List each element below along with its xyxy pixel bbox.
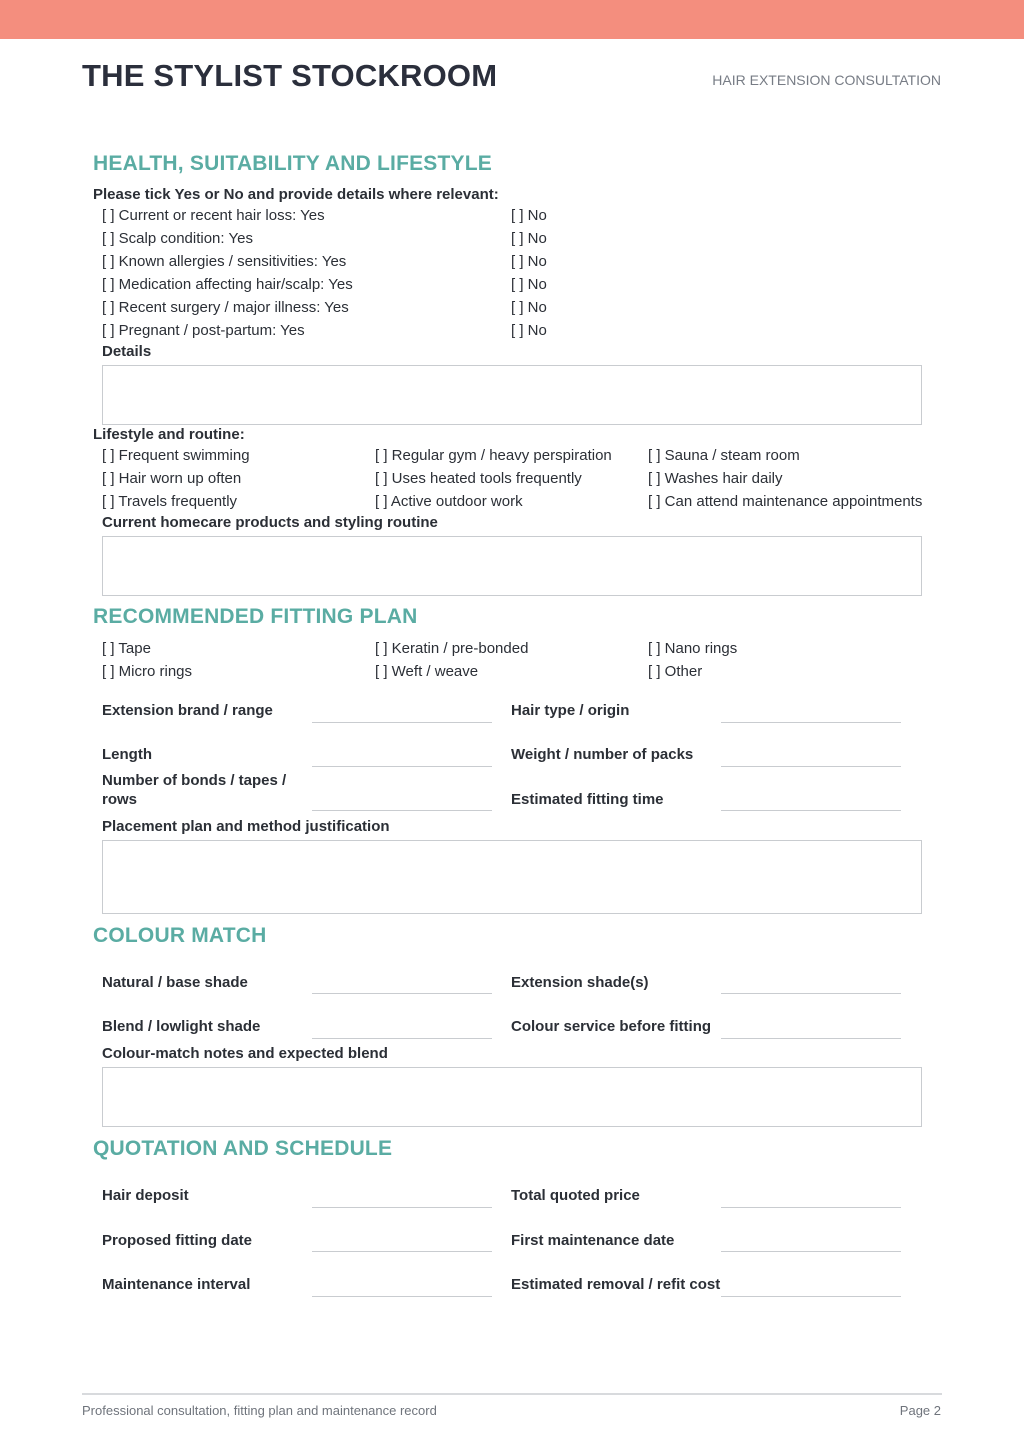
method-checkbox[interactable]: [ ] Other xyxy=(648,663,703,680)
colour-notes-label: Colour-match notes and expected blend xyxy=(102,1045,388,1062)
lifestyle-label: Lifestyle and routine: xyxy=(93,426,245,443)
field-label-base-shade: Natural / base shade xyxy=(102,974,248,991)
health-yes-checkbox[interactable]: [ ] Medication affecting hair/scalp: Yes xyxy=(102,276,353,293)
method-checkbox[interactable]: [ ] Keratin / pre-bonded xyxy=(375,640,529,657)
placement-label: Placement plan and method justification xyxy=(102,818,390,835)
field-label-removal-cost: Estimated removal / refit cost xyxy=(511,1276,721,1293)
footer-description: Professional consultation, fitting plan and maintenance record xyxy=(82,1403,437,1418)
method-checkbox[interactable]: [ ] Tape xyxy=(102,640,151,657)
brand-title: THE STYLIST STOCKROOM xyxy=(82,58,498,93)
health-no-checkbox[interactable]: [ ] No xyxy=(511,207,547,224)
field-label-weight: Weight / number of packs xyxy=(511,746,694,763)
field-label-brand: Extension brand / range xyxy=(102,702,273,719)
section-title-fitting: RECOMMENDED FITTING PLAN xyxy=(93,605,418,628)
field-label-deposit: Hair deposit xyxy=(102,1187,189,1204)
health-yes-checkbox[interactable]: [ ] Known allergies / sensitivities: Yes xyxy=(102,253,347,270)
health-no-checkbox[interactable]: [ ] No xyxy=(511,299,547,316)
field-label-interval: Maintenance interval xyxy=(102,1276,251,1293)
input-fitting-date[interactable] xyxy=(312,1251,492,1252)
input-interval[interactable] xyxy=(312,1296,492,1297)
input-fitting-time[interactable] xyxy=(721,810,901,811)
health-instruction: Please tick Yes or No and provide details where relevant: xyxy=(93,186,499,203)
page-number: Page 2 xyxy=(899,1403,941,1418)
health-no-checkbox[interactable]: [ ] No xyxy=(511,322,547,339)
lifestyle-checkbox[interactable]: [ ] Uses heated tools frequently xyxy=(375,470,582,487)
footer-divider xyxy=(82,1393,942,1395)
document-type: HAIR EXTENSION CONSULTATION xyxy=(712,72,941,88)
field-label-extension-shade: Extension shade(s) xyxy=(511,974,649,991)
health-yes-checkbox[interactable]: [ ] Recent surgery / major illness: Yes xyxy=(102,299,349,316)
health-no-checkbox[interactable]: [ ] No xyxy=(511,253,547,270)
input-colour-service[interactable] xyxy=(721,1038,901,1039)
lifestyle-checkbox[interactable]: [ ] Can attend maintenance appointments xyxy=(648,493,923,510)
method-checkbox[interactable]: [ ] Nano rings xyxy=(648,640,738,657)
health-yes-checkbox[interactable]: [ ] Current or recent hair loss: Yes xyxy=(102,207,325,224)
placement-textarea[interactable] xyxy=(102,840,922,914)
lifestyle-checkbox[interactable]: [ ] Travels frequently xyxy=(102,493,238,510)
method-checkbox[interactable]: [ ] Weft / weave xyxy=(375,663,479,680)
health-yes-checkbox[interactable]: [ ] Scalp condition: Yes xyxy=(102,230,253,247)
health-no-checkbox[interactable]: [ ] No xyxy=(511,276,547,293)
field-label-blend-shade: Blend / lowlight shade xyxy=(102,1018,261,1035)
lifestyle-checkbox[interactable]: [ ] Washes hair daily xyxy=(648,470,783,487)
input-maintenance-date[interactable] xyxy=(721,1251,901,1252)
input-hair-type[interactable] xyxy=(721,722,901,723)
input-removal-cost[interactable] xyxy=(721,1296,901,1297)
field-label-colour-service: Colour service before fitting xyxy=(511,1018,712,1035)
lifestyle-checkbox[interactable]: [ ] Sauna / steam room xyxy=(648,447,800,464)
details-label: Details xyxy=(102,343,152,360)
health-yes-checkbox[interactable]: [ ] Pregnant / post-partum: Yes xyxy=(102,322,305,339)
lifestyle-checkbox[interactable]: [ ] Regular gym / heavy perspiration xyxy=(375,447,612,464)
health-no-checkbox[interactable]: [ ] No xyxy=(511,230,547,247)
section-title-colour: COLOUR MATCH xyxy=(93,924,267,947)
colour-notes-textarea[interactable] xyxy=(102,1067,922,1127)
lifestyle-checkbox[interactable]: [ ] Active outdoor work xyxy=(375,493,523,510)
section-title-health: HEALTH, SUITABILITY AND LIFESTYLE xyxy=(93,152,492,175)
field-label-maintenance-date: First maintenance date xyxy=(511,1232,675,1249)
input-length[interactable] xyxy=(312,766,492,767)
input-weight[interactable] xyxy=(721,766,901,767)
lifestyle-checkbox[interactable]: [ ] Frequent swimming xyxy=(102,447,250,464)
homecare-textarea[interactable] xyxy=(102,536,922,596)
input-total-price[interactable] xyxy=(721,1207,901,1208)
input-blend-shade[interactable] xyxy=(312,1038,492,1039)
lifestyle-checkbox[interactable]: [ ] Hair worn up often xyxy=(102,470,242,487)
method-checkbox[interactable]: [ ] Micro rings xyxy=(102,663,193,680)
input-deposit[interactable] xyxy=(312,1207,492,1208)
input-base-shade[interactable] xyxy=(312,993,492,994)
details-textarea[interactable] xyxy=(102,365,922,425)
input-brand[interactable] xyxy=(312,722,492,723)
field-label-total-price: Total quoted price xyxy=(511,1187,640,1204)
header-accent-bar xyxy=(0,0,1024,39)
field-label-bonds: Number of bonds / tapes / rows xyxy=(102,772,287,808)
input-bonds[interactable] xyxy=(312,810,492,811)
input-extension-shade[interactable] xyxy=(721,993,901,994)
field-label-length: Length xyxy=(102,746,152,763)
field-label-hair-type: Hair type / origin xyxy=(511,702,630,719)
section-title-quotation: QUOTATION AND SCHEDULE xyxy=(93,1137,393,1160)
field-label-fitting-date: Proposed fitting date xyxy=(102,1232,252,1249)
field-label-fitting-time: Estimated fitting time xyxy=(511,791,664,808)
homecare-label: Current homecare products and styling routine xyxy=(102,514,438,531)
